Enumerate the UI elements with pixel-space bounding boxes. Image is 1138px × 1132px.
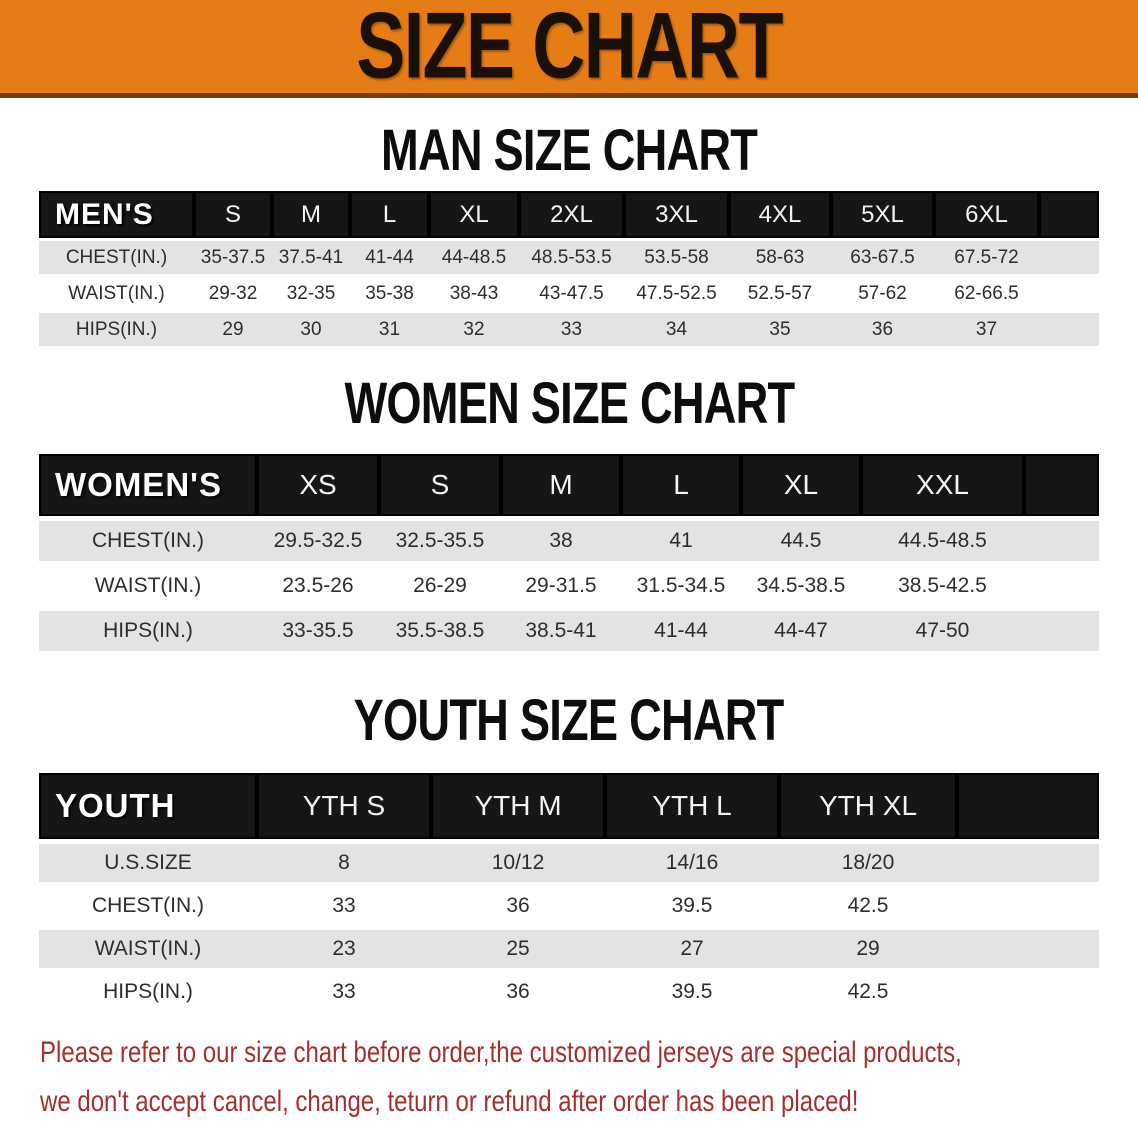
size-value-cell: 32 [429, 313, 519, 346]
row-label: CHEST(IN.) [39, 521, 257, 561]
man-section-heading-text: MAN SIZE CHART [380, 118, 758, 183]
spacer-cell [1039, 313, 1099, 346]
size-value-cell: 31 [350, 313, 429, 346]
size-value-cell: 38.5-41 [501, 611, 621, 651]
row-label: WAIST(IN.) [39, 930, 257, 968]
size-value-cell: 41-44 [350, 241, 429, 274]
spacer-header-cell [1024, 454, 1099, 516]
size-value-cell: 32-35 [272, 277, 350, 310]
spacer-cell [957, 887, 1099, 925]
spacer-cell [957, 930, 1099, 968]
table-row [39, 930, 1099, 968]
spacer-cell [1024, 566, 1099, 606]
size-value-cell: 35.5-38.5 [379, 611, 501, 651]
size-value-cell: 38 [501, 521, 621, 561]
disclaimer-line-2-text: we don't accept cancel, change, teturn or refund after order has been placed! [40, 1085, 859, 1118]
row-label: CHEST(IN.) [39, 887, 257, 925]
size-value-cell: 58-63 [729, 241, 831, 274]
spacer-cell [1039, 241, 1099, 274]
row-label: HIPS(IN.) [39, 611, 257, 651]
youth-header-row [39, 773, 1099, 839]
spacer-cell [1039, 277, 1099, 310]
size-column-header: S [379, 454, 501, 516]
size-value-cell: 36 [431, 973, 605, 1011]
size-column-header: S [194, 191, 272, 238]
spacer-cell [957, 844, 1099, 882]
size-value-cell: 44.5 [741, 521, 861, 561]
table-row [39, 566, 1099, 606]
size-value-cell: 10/12 [431, 844, 605, 882]
size-value-cell: 44.5-48.5 [861, 521, 1024, 561]
banner-title: SIZE CHART [356, 0, 782, 99]
table-row [39, 844, 1099, 882]
size-value-cell: 23.5-26 [257, 566, 379, 606]
size-column-header: YTH XL [779, 773, 957, 839]
size-value-cell: 41-44 [621, 611, 741, 651]
size-column-header: XL [741, 454, 861, 516]
spacer-header-cell [957, 773, 1099, 839]
table-row [39, 973, 1099, 1011]
womens-size-table [39, 449, 1099, 656]
size-column-header: 5XL [831, 191, 934, 238]
size-value-cell: 14/16 [605, 844, 779, 882]
size-column-header: L [350, 191, 429, 238]
size-column-header: YTH L [605, 773, 779, 839]
size-column-header: XXL [861, 454, 1024, 516]
size-column-header: XL [429, 191, 519, 238]
size-value-cell: 52.5-57 [729, 277, 831, 310]
size-column-header: M [272, 191, 350, 238]
youth-section-heading-text: YOUTH SIZE CHART [354, 688, 784, 753]
size-column-header: 6XL [934, 191, 1039, 238]
size-value-cell: 29.5-32.5 [257, 521, 379, 561]
size-value-cell: 44-47 [741, 611, 861, 651]
size-value-cell: 34.5-38.5 [741, 566, 861, 606]
size-value-cell: 29 [779, 930, 957, 968]
size-value-cell: 67.5-72 [934, 241, 1039, 274]
size-value-cell: 47-50 [861, 611, 1024, 651]
size-value-cell: 33-35.5 [257, 611, 379, 651]
mens-group-label: MEN'S [39, 191, 194, 238]
size-column-header: YTH S [257, 773, 431, 839]
size-value-cell: 8 [257, 844, 431, 882]
youth-group-label: YOUTH [39, 773, 257, 839]
man-section-heading [0, 120, 1138, 182]
women-section-heading [0, 373, 1138, 435]
size-value-cell: 36 [431, 887, 605, 925]
size-value-cell: 33 [519, 313, 624, 346]
size-column-header: 2XL [519, 191, 624, 238]
disclaimer-line-2 [40, 1077, 1138, 1126]
table-row [39, 887, 1099, 925]
size-value-cell: 34 [624, 313, 729, 346]
size-column-header: 3XL [624, 191, 729, 238]
mens-size-table [39, 188, 1099, 349]
youth-section-heading [0, 690, 1138, 752]
size-column-header: 4XL [729, 191, 831, 238]
size-chart-banner [0, 0, 1138, 98]
size-value-cell: 36 [831, 313, 934, 346]
disclaimer-line-1-text: Please refer to our size chart before order,the customized jerseys are special products, [40, 1036, 962, 1069]
size-value-cell: 35-37.5 [194, 241, 272, 274]
disclaimer [40, 1028, 1138, 1126]
row-label: HIPS(IN.) [39, 973, 257, 1011]
size-value-cell: 35-38 [350, 277, 429, 310]
size-value-cell: 44-48.5 [429, 241, 519, 274]
youth-size-table [39, 768, 1099, 1016]
table-row [39, 313, 1099, 346]
size-value-cell: 18/20 [779, 844, 957, 882]
size-value-cell: 23 [257, 930, 431, 968]
spacer-header-cell [1039, 191, 1099, 238]
row-label: U.S.SIZE [39, 844, 257, 882]
table-row [39, 277, 1099, 310]
size-value-cell: 33 [257, 887, 431, 925]
size-value-cell: 53.5-58 [624, 241, 729, 274]
table-row [39, 241, 1099, 274]
spacer-cell [1024, 611, 1099, 651]
size-value-cell: 33 [257, 973, 431, 1011]
row-label: HIPS(IN.) [39, 313, 194, 346]
size-value-cell: 32.5-35.5 [379, 521, 501, 561]
size-value-cell: 42.5 [779, 887, 957, 925]
size-value-cell: 30 [272, 313, 350, 346]
womens-group-label: WOMEN'S [39, 454, 257, 516]
size-value-cell: 31.5-34.5 [621, 566, 741, 606]
size-value-cell: 57-62 [831, 277, 934, 310]
size-value-cell: 41 [621, 521, 741, 561]
size-value-cell: 38-43 [429, 277, 519, 310]
size-value-cell: 42.5 [779, 973, 957, 1011]
size-value-cell: 39.5 [605, 887, 779, 925]
disclaimer-line-1 [40, 1028, 1138, 1077]
size-value-cell: 25 [431, 930, 605, 968]
size-value-cell: 62-66.5 [934, 277, 1039, 310]
size-column-header: M [501, 454, 621, 516]
size-column-header: L [621, 454, 741, 516]
mens-header-row [39, 191, 1099, 238]
spacer-cell [957, 973, 1099, 1011]
size-value-cell: 29-31.5 [501, 566, 621, 606]
womens-header-row [39, 454, 1099, 516]
size-value-cell: 35 [729, 313, 831, 346]
row-label: WAIST(IN.) [39, 277, 194, 310]
women-section-heading-text: WOMEN SIZE CHART [344, 371, 794, 436]
size-value-cell: 27 [605, 930, 779, 968]
row-label: WAIST(IN.) [39, 566, 257, 606]
table-row [39, 521, 1099, 561]
spacer-cell [1024, 521, 1099, 561]
size-value-cell: 63-67.5 [831, 241, 934, 274]
size-value-cell: 38.5-42.5 [861, 566, 1024, 606]
size-value-cell: 37 [934, 313, 1039, 346]
size-column-header: XS [257, 454, 379, 516]
size-value-cell: 26-29 [379, 566, 501, 606]
size-value-cell: 47.5-52.5 [624, 277, 729, 310]
size-value-cell: 29 [194, 313, 272, 346]
size-value-cell: 39.5 [605, 973, 779, 1011]
size-value-cell: 29-32 [194, 277, 272, 310]
size-value-cell: 43-47.5 [519, 277, 624, 310]
size-column-header: YTH M [431, 773, 605, 839]
table-row [39, 611, 1099, 651]
size-value-cell: 37.5-41 [272, 241, 350, 274]
row-label: CHEST(IN.) [39, 241, 194, 274]
size-value-cell: 48.5-53.5 [519, 241, 624, 274]
